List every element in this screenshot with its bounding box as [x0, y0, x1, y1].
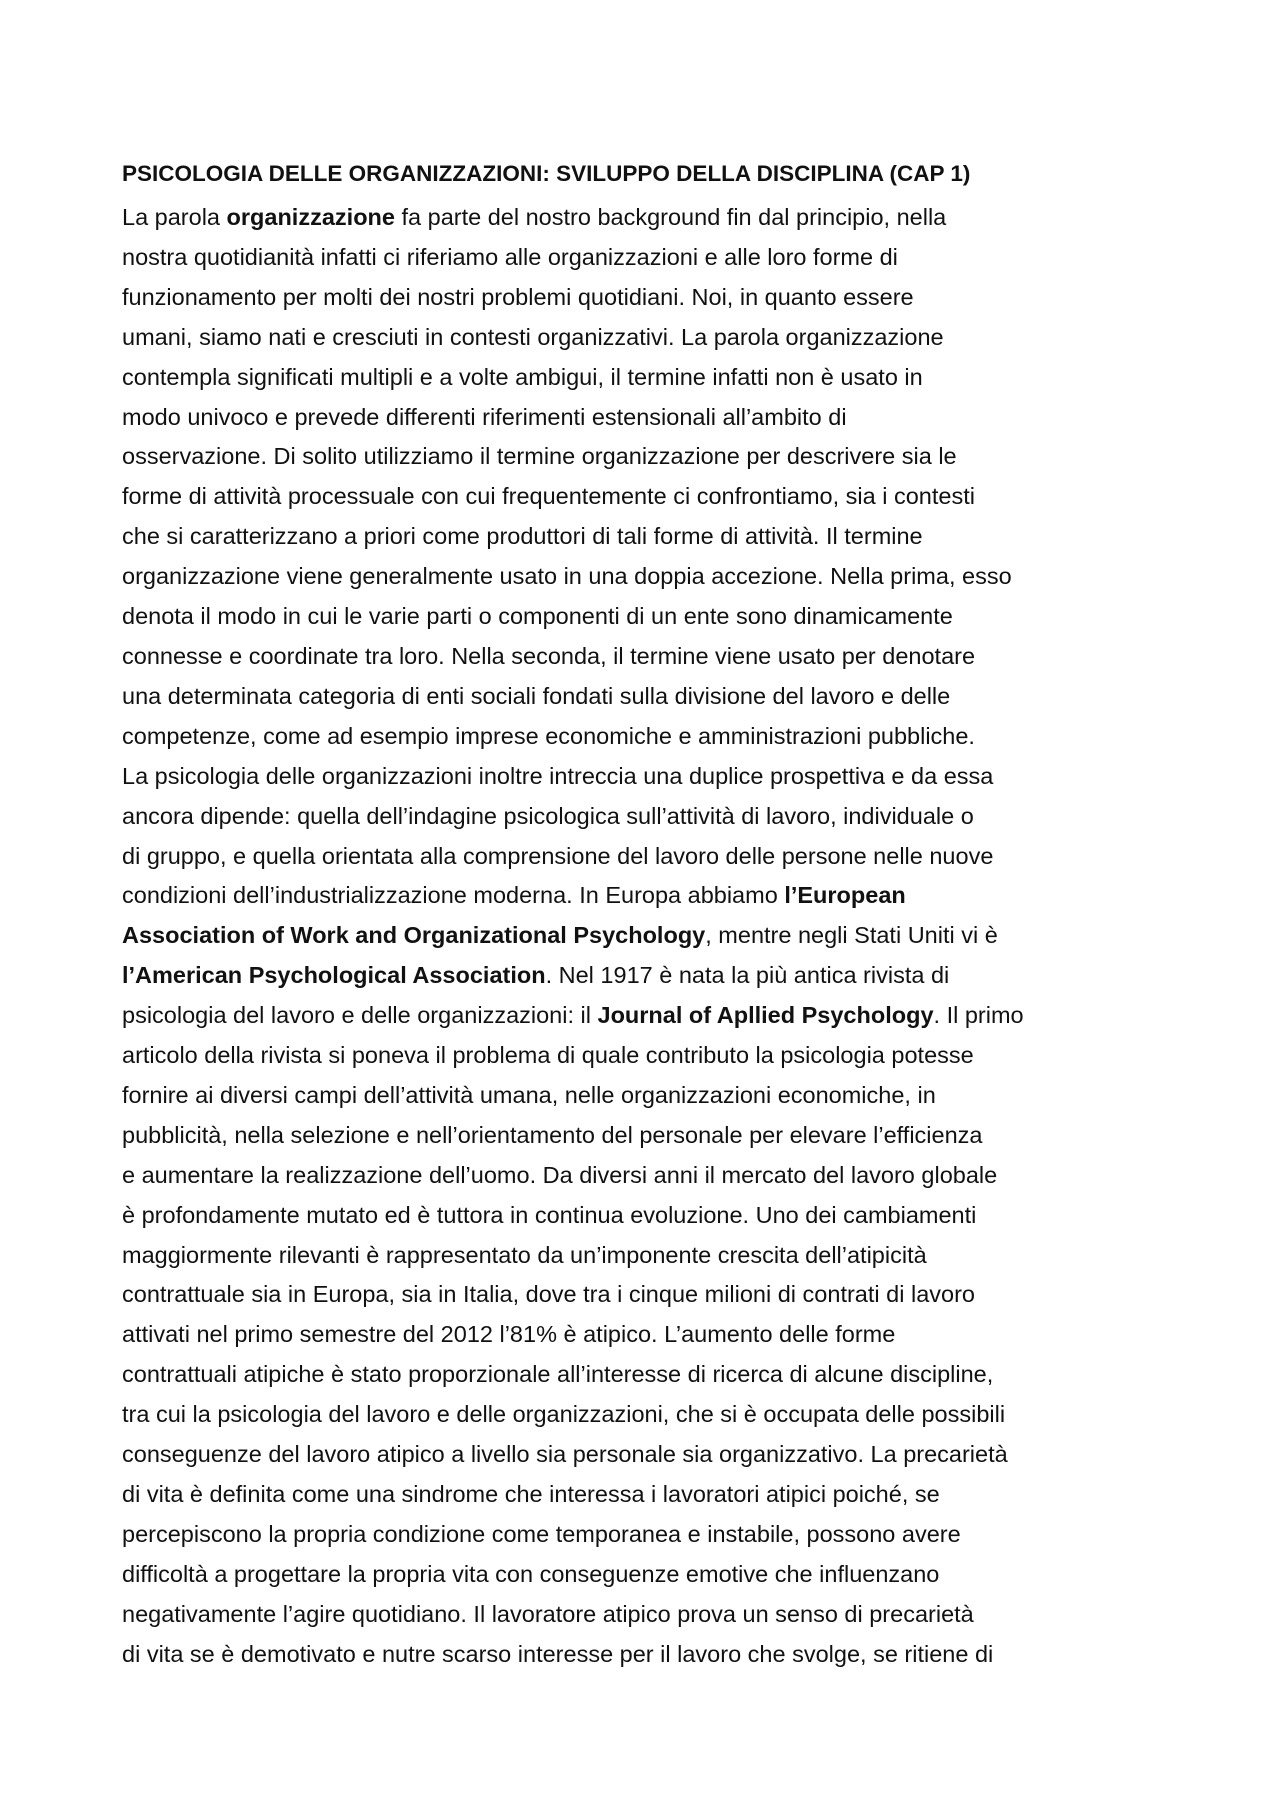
text-line	[122, 1635, 1172, 1675]
text-line	[122, 1475, 1172, 1515]
text-run: maggiormente rilevanti è rappresentato da un’imponente crescita dell’atipicità	[122, 1241, 927, 1268]
text-run: che si caratterizzano a priori come produttori di tali forme di attività. Il termine	[122, 523, 923, 550]
document-title: PSICOLOGIA DELLE ORGANIZZAZIONI: SVILUPPO DELLA DISCIPLINA (CAP 1)	[122, 161, 971, 186]
text-line	[122, 956, 1172, 996]
text-line	[122, 1315, 1172, 1355]
text-run: negativamente l’agire quotidiano. Il lavoratore atipico prova un senso di precarietà	[122, 1600, 974, 1627]
text-run: psicologia del lavoro e delle organizzazioni: il	[122, 1002, 598, 1029]
text-line	[122, 278, 1172, 318]
text-run: denota il modo in cui le varie parti o componenti di un ente sono dinamicamente	[122, 603, 953, 630]
bold-term: Association of Work and Organizational Psychology	[122, 922, 706, 949]
text-line	[122, 358, 1172, 398]
text-run: di vita se è demotivato e nutre scarso interesse per il lavoro che svolge, se ritiene di	[122, 1640, 994, 1667]
text-line	[122, 398, 1172, 438]
text-run: umani, siamo nati e cresciuti in contesti organizzativi. La parola organizzazione	[122, 323, 944, 350]
text-line	[122, 797, 1172, 837]
bold-term: Journal of Apllied Psychology	[597, 1002, 934, 1029]
text-line	[122, 1036, 1172, 1076]
text-run: pubblicità, nella selezione e nell’orientamento del personale per elevare l’efficienza	[122, 1121, 983, 1148]
text-line	[122, 198, 1172, 238]
text-line	[122, 597, 1172, 637]
text-line	[122, 1196, 1172, 1236]
text-run: condizioni dell’industrializzazione moderna. In Europa abbiamo	[122, 882, 785, 909]
text-line	[122, 876, 1172, 916]
text-line	[122, 1555, 1172, 1595]
text-run: , mentre negli Stati Uniti vi è	[705, 922, 998, 949]
text-line	[122, 837, 1172, 877]
text-line	[122, 1275, 1172, 1315]
text-line	[122, 637, 1172, 677]
text-run: forme di attività processuale con cui frequentemente ci confrontiamo, sia i contesti	[122, 483, 975, 510]
text-line	[122, 916, 1172, 956]
text-run: difficoltà a progettare la propria vita con conseguenze emotive che influenzano	[122, 1560, 940, 1587]
text-line	[122, 757, 1172, 797]
text-run: ancora dipende: quella dell’indagine psicologica sull’attività di lavoro, individuale o	[122, 802, 974, 829]
text-run: contrattuali atipiche è stato proporzionale all’interesse di ricerca di alcune discipline,	[122, 1361, 994, 1388]
text-line	[122, 517, 1172, 557]
text-line	[122, 717, 1172, 757]
text-run: fornire ai diversi campi dell’attività umana, nelle organizzazioni economiche, in	[122, 1081, 936, 1108]
text-line	[122, 1435, 1172, 1475]
text-run: osservazione. Di solito utilizziamo il termine organizzazione per descrivere sia le	[122, 443, 957, 470]
text-run: La psicologia delle organizzazioni inoltre intreccia una duplice prospettiva e da essa	[122, 762, 994, 789]
text-run: articolo della rivista si poneva il problema di quale contributo la psicologia potesse	[122, 1042, 974, 1069]
text-run: fa parte del nostro background fin dal principio, nella	[394, 204, 947, 230]
text-line	[122, 238, 1172, 278]
text-line	[122, 1156, 1172, 1196]
text-run: nostra quotidianità infatti ci riferiamo alle organizzazioni e alle loro forme di	[122, 243, 898, 270]
text-run: conseguenze del lavoro atipico a livello sia personale sia organizzativo. La precarietà	[122, 1441, 1008, 1468]
text-run: contrattuale sia in Europa, sia in Italia, dove tra i cinque milioni di contrati di lavoro	[122, 1281, 975, 1308]
document-content	[122, 152, 1172, 1675]
text-run: modo univoco e prevede differenti riferimenti estensionali all’ambito di	[122, 403, 847, 430]
text-run: competenze, come ad esempio imprese economiche e amministrazioni pubbliche.	[122, 722, 975, 749]
text-run: contempla significati multipli e a volte ambigui, il termine infatti non è usato in	[122, 363, 923, 390]
text-run: attivati nel primo semestre del 2012 l’81% è atipico. L’aumento delle forme	[122, 1321, 896, 1348]
text-run: organizzazione viene generalmente usato in una doppia accezione. Nella prima, esso	[122, 563, 1012, 590]
text-line	[122, 477, 1172, 517]
bold-term: l’American Psychological Association	[122, 962, 546, 989]
text-line	[122, 318, 1172, 358]
text-run: . Nel 1917 è nata la più antica rivista di	[545, 962, 950, 989]
text-run: e aumentare la realizzazione dell’uomo. Da diversi anni il mercato del lavoro globale	[122, 1161, 998, 1188]
text-line	[122, 1076, 1172, 1116]
bold-term: l’European	[784, 882, 906, 909]
text-run: di gruppo, e quella orientata alla comprensione del lavoro delle persone nelle nuove	[122, 842, 994, 869]
text-line	[122, 1515, 1172, 1555]
text-line	[122, 677, 1172, 717]
text-run: percepiscono la propria condizione come temporanea e instabile, possono avere	[122, 1520, 961, 1547]
text-run: una determinata categoria di enti sociali fondati sulla divisione del lavoro e delle	[122, 682, 951, 709]
text-run: . Il primo	[933, 1002, 1024, 1029]
text-run: è profondamente mutato ed è tuttora in continua evoluzione. Uno dei cambiamenti	[122, 1201, 977, 1228]
text-line	[122, 1595, 1172, 1635]
text-run: di vita è definita come una sindrome che interessa i lavoratori atipici poiché, se	[122, 1481, 940, 1507]
text-run: funzionamento per molti dei nostri problemi quotidiani. Noi, in quanto essere	[122, 283, 914, 310]
text-run: tra cui la psicologia del lavoro e delle organizzazioni, che si è occupata delle possibili	[122, 1401, 1006, 1428]
text-line	[122, 1355, 1172, 1395]
text-line	[122, 437, 1172, 477]
bold-term: organizzazione	[226, 204, 395, 230]
text-line	[122, 557, 1172, 597]
text-line	[122, 1395, 1172, 1435]
text-line	[122, 996, 1172, 1036]
text-run: connesse e coordinate tra loro. Nella seconda, il termine viene usato per denotare	[122, 642, 976, 669]
body-paragraph	[122, 198, 1172, 1675]
text-line	[122, 1236, 1172, 1276]
text-run: La parola	[122, 204, 227, 230]
text-line	[122, 1116, 1172, 1156]
